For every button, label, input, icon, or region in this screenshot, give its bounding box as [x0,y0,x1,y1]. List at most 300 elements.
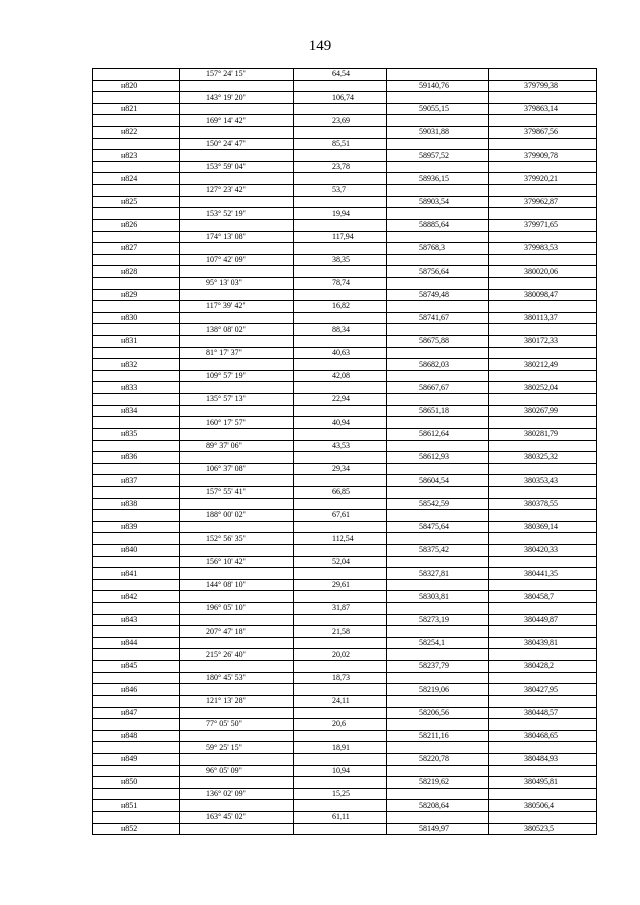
x-coordinate-cell: 58885,64 [387,219,489,231]
table-row [93,719,597,731]
angle-cell [180,336,294,348]
point-cell [93,161,180,173]
angle-cell [180,80,294,92]
table-row [93,742,597,754]
point-cell: н852 [93,823,180,835]
x-coordinate-cell [387,185,489,197]
point-cell [93,695,180,707]
point-cell [93,603,180,615]
angle-cell [180,730,294,742]
angle-cell: 135° 57' 13" [180,394,294,406]
table-row [93,417,597,429]
x-coordinate-cell [387,324,489,336]
x-coordinate-cell [387,254,489,266]
table-row [93,289,597,301]
angle-cell [180,289,294,301]
y-coordinate-cell: 379909,78 [489,150,597,162]
point-cell: н843 [93,614,180,626]
table-row [93,521,597,533]
x-coordinate-cell: 58749,48 [387,289,489,301]
y-coordinate-cell [489,370,597,382]
point-cell [93,347,180,359]
length-cell [294,127,387,139]
angle-cell: 127° 23' 42" [180,185,294,197]
point-cell [93,69,180,81]
angle-cell [180,707,294,719]
y-coordinate-cell [489,626,597,638]
angle-cell: 188° 00' 02" [180,510,294,522]
length-cell [294,312,387,324]
angle-cell: 157° 55' 41" [180,486,294,498]
angle-cell [180,266,294,278]
point-cell [93,92,180,104]
y-coordinate-cell: 380484,93 [489,753,597,765]
length-cell [294,707,387,719]
table-row [93,777,597,789]
x-coordinate-cell: 58651,18 [387,405,489,417]
angle-cell: 96° 05' 09" [180,765,294,777]
length-cell: 20,02 [294,649,387,661]
point-cell: н849 [93,753,180,765]
x-coordinate-cell: 58675,88 [387,336,489,348]
y-coordinate-cell [489,788,597,800]
length-cell [294,336,387,348]
table-row [93,730,597,742]
angle-cell [180,103,294,115]
length-cell: 66,85 [294,486,387,498]
angle-cell [180,475,294,487]
y-coordinate-cell: 380468,65 [489,730,597,742]
angle-cell [180,521,294,533]
x-coordinate-cell: 58756,64 [387,266,489,278]
y-coordinate-cell: 380267,99 [489,405,597,417]
length-cell [294,777,387,789]
length-cell [294,405,387,417]
angle-cell: 153° 59' 04" [180,161,294,173]
angle-cell: 106° 37' 08" [180,463,294,475]
point-cell: н832 [93,359,180,371]
y-coordinate-cell [489,115,597,127]
point-cell [93,579,180,591]
x-coordinate-cell [387,556,489,568]
table-row [93,452,597,464]
point-cell [93,254,180,266]
y-coordinate-cell: 380369,14 [489,521,597,533]
y-coordinate-cell [489,719,597,731]
table-row [93,254,597,266]
y-coordinate-cell: 379920,21 [489,173,597,185]
length-cell: 40,63 [294,347,387,359]
table-row [93,661,597,673]
x-coordinate-cell [387,277,489,289]
length-cell: 18,73 [294,672,387,684]
point-cell [93,463,180,475]
point-cell: н824 [93,173,180,185]
x-coordinate-cell: 58206,56 [387,707,489,719]
x-coordinate-cell: 58667,67 [387,382,489,394]
x-coordinate-cell: 58149,97 [387,823,489,835]
point-cell [93,185,180,197]
table-row [93,486,597,498]
angle-cell: 136° 02' 09" [180,788,294,800]
table-row [93,823,597,835]
x-coordinate-cell [387,301,489,313]
table-row [93,266,597,278]
length-cell: 29,34 [294,463,387,475]
y-coordinate-cell [489,742,597,754]
length-cell [294,103,387,115]
x-coordinate-cell: 58612,64 [387,428,489,440]
x-coordinate-cell [387,788,489,800]
y-coordinate-cell: 380172,33 [489,336,597,348]
point-cell [93,556,180,568]
angle-cell [180,544,294,556]
table-row [93,243,597,255]
x-coordinate-cell: 58375,42 [387,544,489,556]
length-cell: 43,53 [294,440,387,452]
x-coordinate-cell [387,394,489,406]
angle-cell [180,823,294,835]
x-coordinate-cell: 58219,62 [387,777,489,789]
y-coordinate-cell: 380495,81 [489,777,597,789]
table-row [93,370,597,382]
point-cell [93,719,180,731]
length-cell: 117,94 [294,231,387,243]
x-coordinate-cell: 58219,06 [387,684,489,696]
y-coordinate-cell: 380098,47 [489,289,597,301]
table-row [93,336,597,348]
length-cell [294,243,387,255]
length-cell [294,498,387,510]
length-cell [294,382,387,394]
point-cell: н845 [93,661,180,673]
length-cell [294,591,387,603]
table-row [93,208,597,220]
y-coordinate-cell [489,765,597,777]
point-cell: н846 [93,684,180,696]
table-row [93,463,597,475]
y-coordinate-cell: 380506,4 [489,800,597,812]
y-coordinate-cell: 380428,2 [489,661,597,673]
x-coordinate-cell [387,370,489,382]
y-coordinate-cell [489,486,597,498]
y-coordinate-cell: 380281,79 [489,428,597,440]
table-row [93,637,597,649]
point-cell [93,417,180,429]
length-cell [294,661,387,673]
point-cell: н820 [93,80,180,92]
point-cell: н840 [93,544,180,556]
table-row [93,312,597,324]
x-coordinate-cell [387,347,489,359]
angle-cell: 160° 17' 57" [180,417,294,429]
point-cell [93,277,180,289]
point-cell [93,765,180,777]
table-row [93,649,597,661]
length-cell [294,452,387,464]
point-cell [93,440,180,452]
length-cell [294,614,387,626]
table-body [93,69,597,835]
y-coordinate-cell [489,579,597,591]
length-cell: 29,61 [294,579,387,591]
length-cell: 40,94 [294,417,387,429]
length-cell [294,289,387,301]
y-coordinate-cell: 380020,06 [489,266,597,278]
table-row [93,672,597,684]
y-coordinate-cell [489,92,597,104]
length-cell: 16,82 [294,301,387,313]
y-coordinate-cell [489,649,597,661]
page-number: 149 [308,38,332,54]
angle-cell [180,219,294,231]
x-coordinate-cell: 58542,59 [387,498,489,510]
point-cell: н848 [93,730,180,742]
angle-cell [180,800,294,812]
length-cell [294,800,387,812]
y-coordinate-cell: 380378,55 [489,498,597,510]
table-row [93,556,597,568]
point-cell: н833 [93,382,180,394]
x-coordinate-cell [387,486,489,498]
x-coordinate-cell [387,603,489,615]
length-cell: 31,87 [294,603,387,615]
length-cell [294,730,387,742]
point-cell: н823 [93,150,180,162]
angle-cell [180,150,294,162]
x-coordinate-cell [387,510,489,522]
table-row [93,161,597,173]
table-row [93,614,597,626]
point-cell [93,370,180,382]
y-coordinate-cell [489,417,597,429]
y-coordinate-cell [489,812,597,824]
length-cell: 18,91 [294,742,387,754]
length-cell: 42,08 [294,370,387,382]
table-row [93,695,597,707]
table-row [93,533,597,545]
angle-cell: 144° 08' 10" [180,579,294,591]
x-coordinate-cell: 58475,64 [387,521,489,533]
angle-cell [180,359,294,371]
angle-cell: 163° 45' 02" [180,812,294,824]
y-coordinate-cell: 379971,65 [489,219,597,231]
length-cell: 21,58 [294,626,387,638]
point-cell [93,672,180,684]
point-cell: н835 [93,428,180,440]
table-row [93,301,597,313]
x-coordinate-cell: 58220,78 [387,753,489,765]
angle-cell [180,568,294,580]
table-row [93,115,597,127]
point-cell [93,510,180,522]
y-coordinate-cell [489,324,597,336]
length-cell: 15,25 [294,788,387,800]
angle-cell: 174° 13' 08" [180,231,294,243]
table-row [93,707,597,719]
table-row [93,231,597,243]
point-cell: н822 [93,127,180,139]
y-coordinate-cell [489,440,597,452]
x-coordinate-cell [387,649,489,661]
point-cell: н831 [93,336,180,348]
x-coordinate-cell: 58936,15 [387,173,489,185]
point-cell: н828 [93,266,180,278]
angle-cell: 121° 13' 28" [180,695,294,707]
x-coordinate-cell [387,626,489,638]
y-coordinate-cell [489,69,597,81]
x-coordinate-cell [387,533,489,545]
x-coordinate-cell [387,765,489,777]
point-cell: н830 [93,312,180,324]
y-coordinate-cell: 380441,35 [489,568,597,580]
x-coordinate-cell: 58682,03 [387,359,489,371]
length-cell: 23,69 [294,115,387,127]
y-coordinate-cell: 380420,33 [489,544,597,556]
y-coordinate-cell [489,231,597,243]
length-cell: 20,6 [294,719,387,731]
table-row [93,219,597,231]
angle-cell: 109° 57' 19" [180,370,294,382]
angle-cell [180,405,294,417]
length-cell: 19,94 [294,208,387,220]
y-coordinate-cell [489,208,597,220]
length-cell [294,684,387,696]
angle-cell: 207° 47' 18" [180,626,294,638]
point-cell: н851 [93,800,180,812]
angle-cell [180,614,294,626]
angle-cell [180,428,294,440]
table-row [93,382,597,394]
x-coordinate-cell [387,115,489,127]
y-coordinate-cell [489,603,597,615]
point-cell [93,394,180,406]
angle-cell [180,196,294,208]
point-cell [93,301,180,313]
angle-cell [180,637,294,649]
y-coordinate-cell [489,463,597,475]
length-cell [294,521,387,533]
point-cell: н821 [93,103,180,115]
table-row [93,510,597,522]
point-cell: н841 [93,568,180,580]
point-cell: н847 [93,707,180,719]
angle-cell: 89° 37' 06" [180,440,294,452]
length-cell [294,359,387,371]
coordinates-table [92,68,597,835]
table-row [93,800,597,812]
y-coordinate-cell: 380458,7 [489,591,597,603]
point-cell [93,324,180,336]
length-cell [294,544,387,556]
angle-cell [180,173,294,185]
table-row [93,92,597,104]
table-row [93,69,597,81]
angle-cell: 95° 13' 03" [180,277,294,289]
table-row [93,103,597,115]
x-coordinate-cell: 58208,64 [387,800,489,812]
angle-cell [180,312,294,324]
x-coordinate-cell [387,579,489,591]
table-row [93,626,597,638]
y-coordinate-cell: 380325,32 [489,452,597,464]
x-coordinate-cell: 58903,54 [387,196,489,208]
point-cell [93,486,180,498]
point-cell [93,115,180,127]
x-coordinate-cell [387,92,489,104]
point-cell: н842 [93,591,180,603]
angle-cell: 81° 17' 37" [180,347,294,359]
x-coordinate-cell [387,138,489,150]
table-row [93,394,597,406]
length-cell: 38,35 [294,254,387,266]
length-cell [294,568,387,580]
length-cell: 52,04 [294,556,387,568]
angle-cell [180,591,294,603]
angle-cell [180,684,294,696]
y-coordinate-cell: 380448,57 [489,707,597,719]
y-coordinate-cell [489,277,597,289]
angle-cell: 107° 42' 09" [180,254,294,266]
y-coordinate-cell: 379962,87 [489,196,597,208]
angle-cell [180,753,294,765]
length-cell [294,428,387,440]
y-coordinate-cell: 380523,5 [489,823,597,835]
x-coordinate-cell [387,69,489,81]
table-row [93,277,597,289]
length-cell [294,637,387,649]
point-cell [93,649,180,661]
x-coordinate-cell [387,812,489,824]
y-coordinate-cell: 379867,56 [489,127,597,139]
length-cell [294,266,387,278]
length-cell: 112,54 [294,533,387,545]
x-coordinate-cell [387,440,489,452]
angle-cell: 77° 05' 50" [180,719,294,731]
table-row [93,324,597,336]
point-cell [93,138,180,150]
length-cell [294,219,387,231]
x-coordinate-cell: 58273,19 [387,614,489,626]
length-cell: 22,94 [294,394,387,406]
y-coordinate-cell [489,185,597,197]
point-cell: н826 [93,219,180,231]
table-row [93,196,597,208]
x-coordinate-cell: 58768,3 [387,243,489,255]
angle-cell: 117° 39' 42" [180,301,294,313]
angle-cell: 180° 45' 53" [180,672,294,684]
x-coordinate-cell [387,161,489,173]
angle-cell: 59° 25' 15" [180,742,294,754]
table-row [93,812,597,824]
length-cell: 23,78 [294,161,387,173]
table-row [93,138,597,150]
point-cell: н844 [93,637,180,649]
point-cell: н829 [93,289,180,301]
table-row [93,475,597,487]
y-coordinate-cell [489,138,597,150]
point-cell: н834 [93,405,180,417]
length-cell [294,173,387,185]
y-coordinate-cell [489,347,597,359]
y-coordinate-cell [489,556,597,568]
y-coordinate-cell [489,695,597,707]
x-coordinate-cell [387,463,489,475]
length-cell: 78,74 [294,277,387,289]
table-row [93,684,597,696]
x-coordinate-cell: 58604,54 [387,475,489,487]
angle-cell: 152° 56' 35" [180,533,294,545]
